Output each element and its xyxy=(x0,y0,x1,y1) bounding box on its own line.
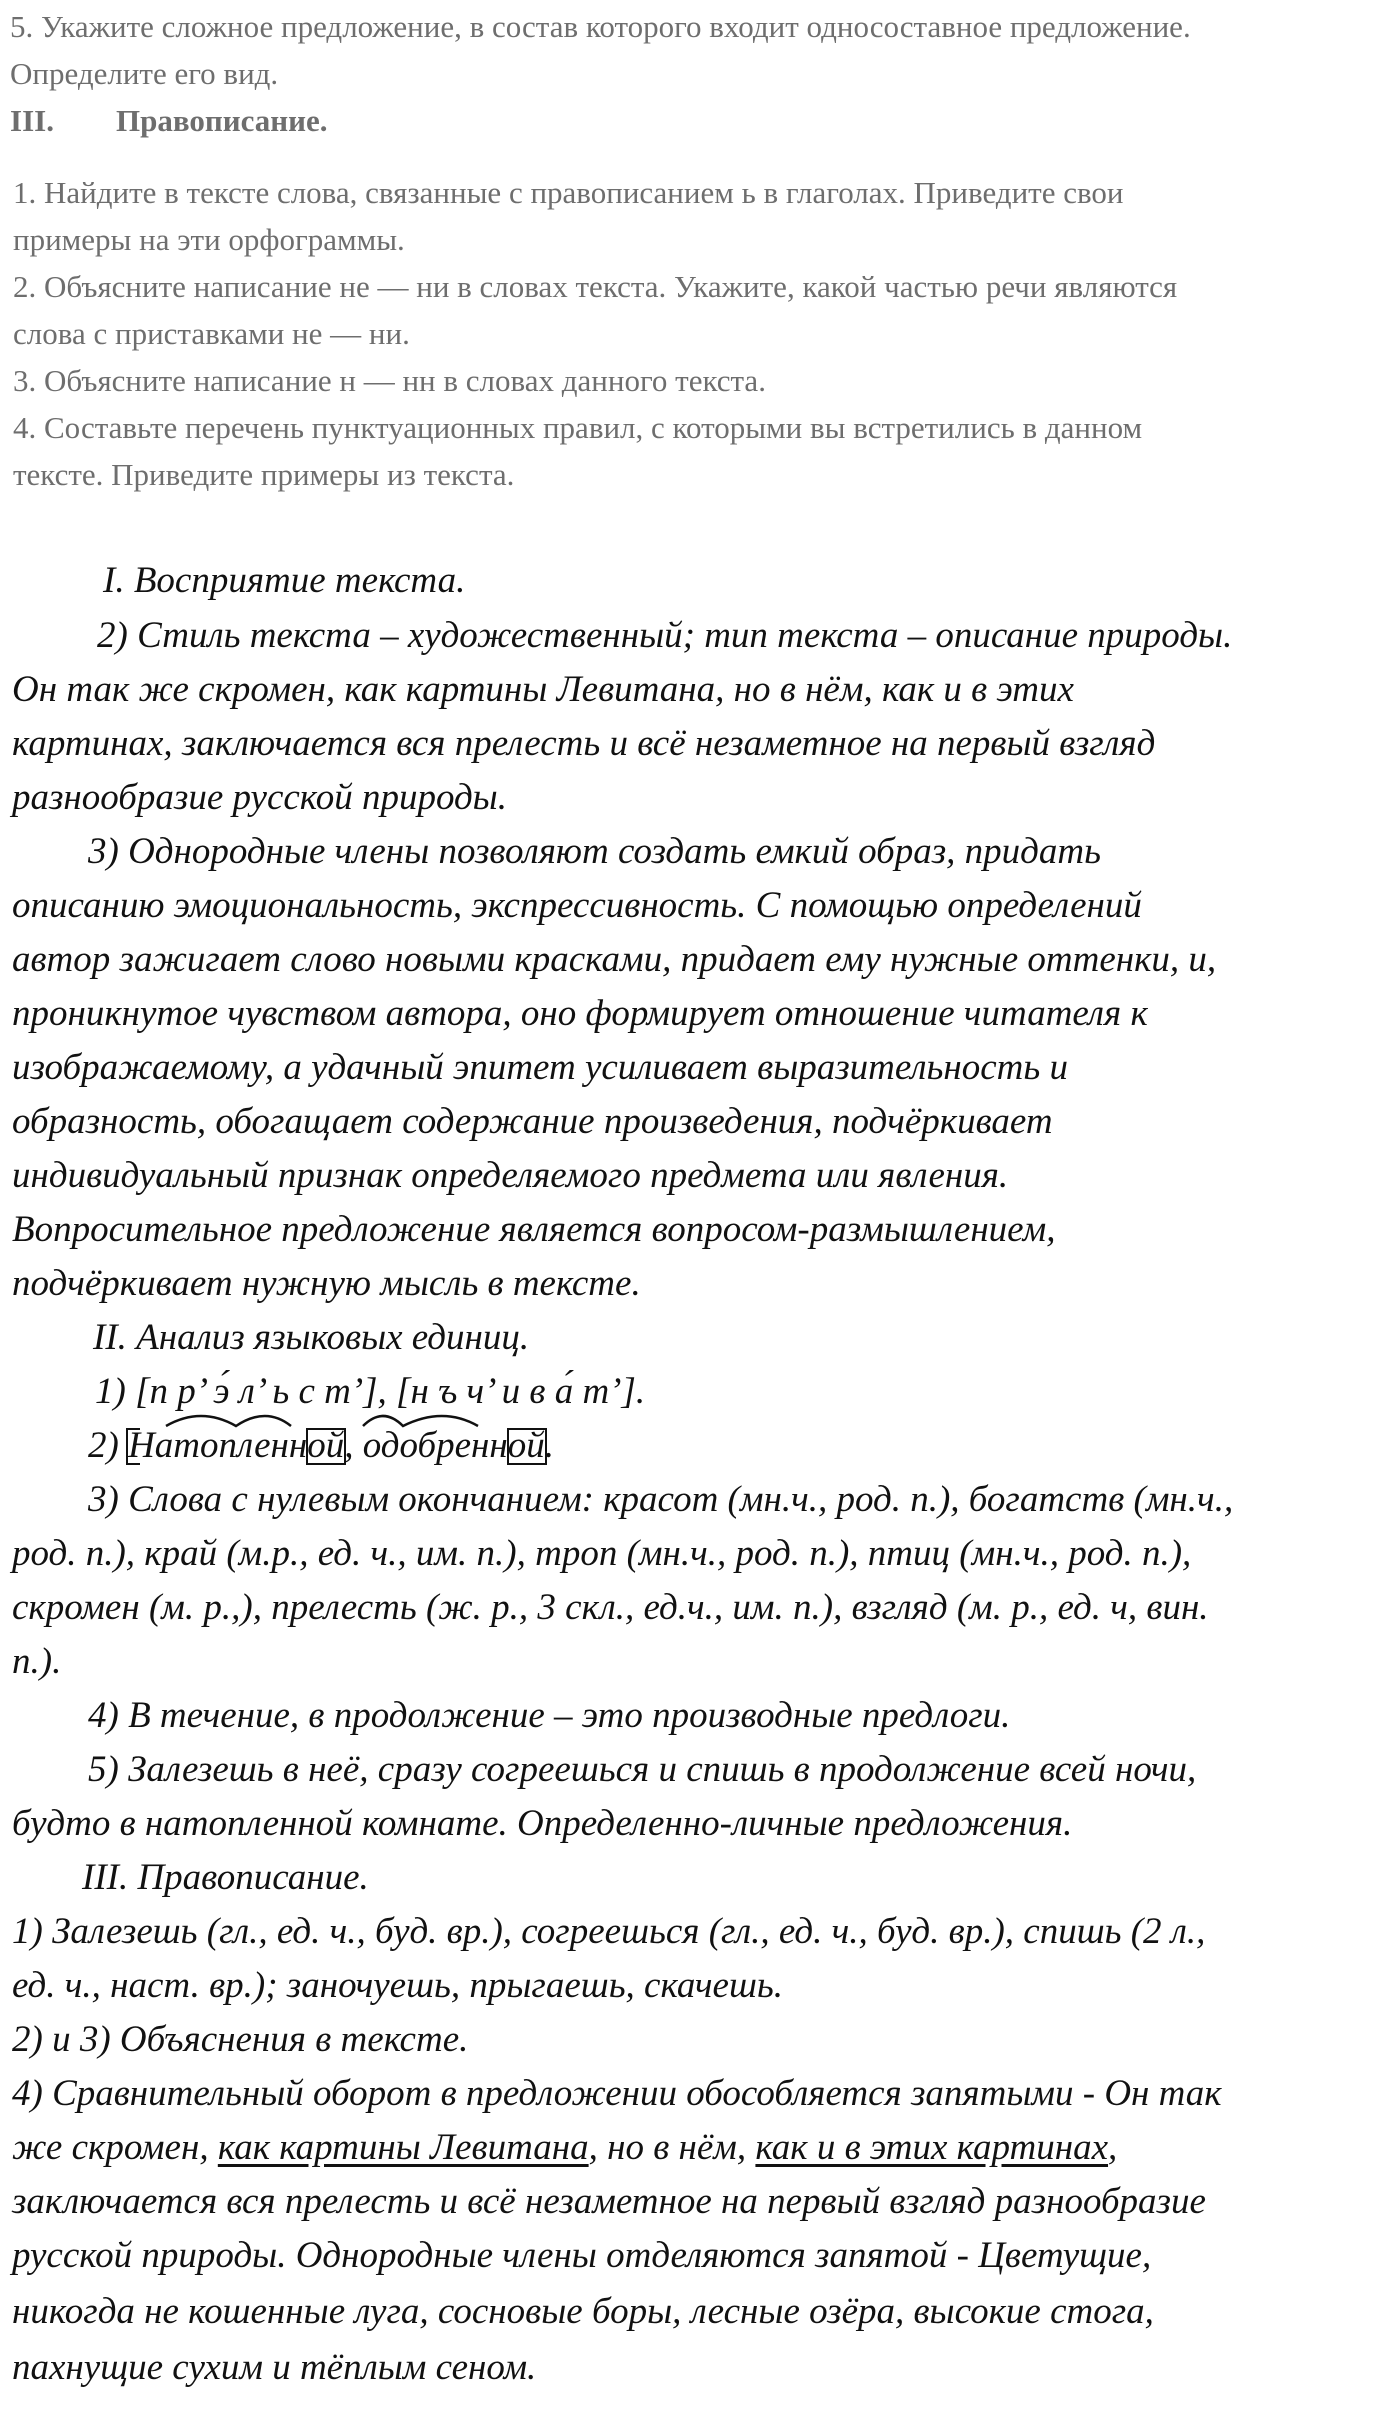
task-item: 3. Объясните написание н — нн в словах данного текста. xyxy=(13,363,766,398)
answer-heading-3: III. Правописание. xyxy=(82,1857,369,1898)
morpheme-analysis-line: 2) Натопленной , одобренной . xyxy=(88,1424,554,1467)
answer-line: 1) Залезешь (гл., ед. ч., буд. вр.), согреешься (гл., ед. ч., буд. вр.), спишь (2 л., xyxy=(12,1911,1206,1952)
answer-line: пахнущие сухим и тёплым сеном. xyxy=(12,2347,537,2388)
task-item: 4. Составьте перечень пунктуационных правил, с которыми вы встретились в данном xyxy=(13,410,1143,445)
task-item: слова с приставками не — ни. xyxy=(13,316,410,351)
task-item: тексте. Приведите примеры из текста. xyxy=(13,457,515,492)
answer-line: скромен (м. р.,), прелесть (ж. р., 3 скл., ед.ч., им. п.), взгляд (м. р., ед. ч, вин. xyxy=(12,1587,1209,1628)
task-item: 2. Объясните написание не — ни в словах текста. Укажите, какой частью речи являются xyxy=(13,269,1178,304)
text-segment: , xyxy=(1108,2127,1118,2168)
morph-ending-box xyxy=(306,1428,346,1465)
transcription-line: 1) [п р’ э́ л’ ь с т’], [н ъ ч’ и в а́ т’]. xyxy=(95,1371,646,1412)
task-item: примеры на эти орфограммы. xyxy=(13,222,405,257)
text-segment: же скромен, xyxy=(12,2127,218,2168)
morph-ending-box xyxy=(507,1428,547,1465)
answer-line: картинах, заключается вся прелесть и всё незаметное на первый взгляд xyxy=(12,723,1156,764)
morph-word-1-text: Натопленной xyxy=(128,1425,345,1466)
morph-word-1 xyxy=(128,1424,344,1467)
morph-word-2 xyxy=(363,1424,545,1467)
task-item: 1. Найдите в тексте слова, связанные с правописанием ь в глаголах. Приведите свои xyxy=(13,175,1124,210)
morph-prefix: 2) xyxy=(88,1425,129,1466)
answer-line: образность, обогащает содержание произведения, подчёркивает xyxy=(12,1101,1053,1142)
answer-line: изображаемому, а удачный эпитет усиливает выразительность и xyxy=(12,1047,1068,1088)
answer-line: Вопросительное предложение является вопросом-размышлением, xyxy=(12,1209,1056,1250)
morph-suffix-arc xyxy=(166,1408,326,1428)
answer-line: 4) В течение, в продолжение – это производные предлоги. xyxy=(88,1695,1011,1736)
underlined-phrase-1: как картины Левитана xyxy=(217,2127,589,2168)
answer-line: Он так же скромен, как картины Левитана, но в нём, как и в этих xyxy=(12,669,1074,710)
answer-line-underlined xyxy=(12,2126,1117,2169)
section-number: III. xyxy=(10,103,54,138)
task-q5-line1: 5. Укажите сложное предложение, в состав которого входит односоставное предложение. xyxy=(10,9,1191,44)
answer-line: 3) Слова с нулевым окончанием: красот (мн.ч., род. п.), богатств (мн.ч., xyxy=(88,1479,1234,1520)
answer-line: индивидуальный признак определяемого предмета или явления. xyxy=(12,1155,1009,1196)
answer-line: 3) Однородные члены позволяют создать емкий образ, придать xyxy=(88,831,1101,872)
morph-word-2-text: одобренной xyxy=(362,1425,545,1466)
morph-prefix-arc xyxy=(363,1408,523,1428)
text-segment: , но в нём, xyxy=(588,2127,756,2168)
answer-line: п.). xyxy=(12,1641,62,1682)
answer-line: русской природы. Однородные члены отделяются запятой - Цветущие, xyxy=(12,2235,1152,2276)
task-q5-line2: Определите его вид. xyxy=(10,56,279,91)
answer-line: разнообразие русской природы. xyxy=(12,777,507,818)
answer-line: 2) Стиль текста – художественный; тип текста – описание природы. xyxy=(97,615,1233,656)
answer-line: автор зажигает слово новыми красками, придает ему нужные оттенки, и, xyxy=(12,939,1217,980)
underlined-phrase-2: как и в этих картинах xyxy=(755,2127,1109,2168)
answer-line: описанию эмоциональность, экспрессивность. С помощью определений xyxy=(12,885,1142,926)
answer-line: проникнутое чувством автора, оно формирует отношение читателя к xyxy=(12,993,1148,1034)
answer-line: подчёркивает нужную мысль в тексте. xyxy=(12,1263,641,1304)
answer-line: 5) Залезешь в неё, сразу согреешься и спишь в продолжение всей ночи, xyxy=(88,1749,1197,1790)
answer-line: род. п.), край (м.р., ед. ч., им. п.), троп (мн.ч., род. п.), птиц (мн.ч., род. п.), xyxy=(12,1533,1192,1574)
answer-line: будто в натопленной комнате. Определенно-личные предложения. xyxy=(12,1803,1073,1844)
morph-base-bracket-left xyxy=(126,1428,140,1465)
answer-line: никогда не кошенные луга, сосновые боры, лесные озёра, высокие стога, xyxy=(12,2291,1154,2332)
answer-line: заключается вся прелесть и всё незаметное на первый взгляд разнообразие xyxy=(12,2181,1206,2222)
answer-line: 2) и 3) Объяснения в тексте. xyxy=(12,2019,469,2060)
answer-heading-1: I. Восприятие текста. xyxy=(103,560,466,601)
answer-line: 4) Сравнительный оборот в предложении обособляется запятыми - Он так xyxy=(12,2073,1222,2114)
section-title: Правописание. xyxy=(116,103,328,138)
answer-line: ед. ч., наст. вр.); заночуешь, прыгаешь, скачешь. xyxy=(12,1965,783,2006)
answer-heading-2: II. Анализ языковых единиц. xyxy=(93,1317,530,1358)
